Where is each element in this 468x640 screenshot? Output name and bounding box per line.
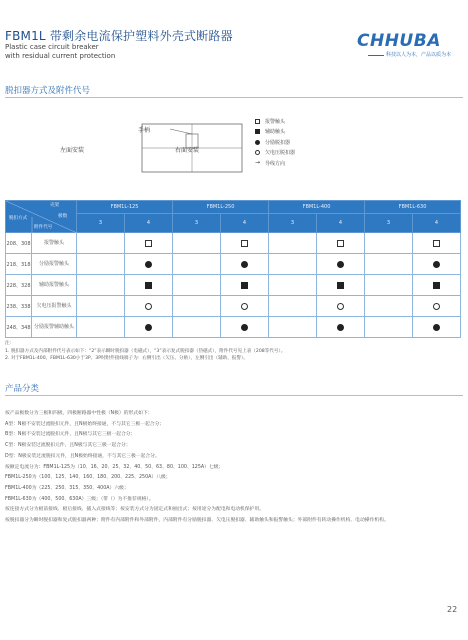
- corner-label-accessory-code: 附件代号: [34, 225, 53, 230]
- table-row: [6, 233, 461, 254]
- dot-filled-icon: [253, 140, 262, 145]
- slogan-rule: [368, 55, 384, 56]
- availability-cell: [269, 233, 317, 254]
- table-row: [6, 275, 461, 296]
- square-outline-icon: [337, 240, 344, 247]
- page-header: [0, 0, 468, 72]
- section-divider: [5, 97, 463, 98]
- frame-header: FBM1L-630: [365, 201, 461, 214]
- dot-filled-icon: [337, 324, 344, 331]
- english-subtitle-line1: Plastic case circuit breaker: [5, 43, 99, 51]
- description-line: 按连接方式分为板前接线、板后接线、插入式接线等；按安装方式分为固定式和抽出式；按用途分为配电和电动机保护用。: [5, 507, 265, 513]
- availability-cell: [221, 233, 269, 254]
- availability-cell: [413, 296, 461, 317]
- availability-cell: [125, 275, 173, 296]
- poles-header: 3: [365, 214, 413, 233]
- square-outline-icon: [253, 119, 262, 124]
- availability-cell: [365, 296, 413, 317]
- availability-cell: [77, 275, 125, 296]
- accessory-name-cell: 分励报警辅助触头: [32, 317, 77, 338]
- availability-cell: [269, 296, 317, 317]
- accessory-code-cell: 248、348: [6, 317, 32, 338]
- legend-item-alarm-contact: 报警触头: [253, 116, 295, 127]
- availability-cell: [365, 254, 413, 275]
- availability-cell: [221, 275, 269, 296]
- accessory-name-cell: 欠电压报警触头: [32, 296, 77, 317]
- diagram-label-right-mount: 右面安装: [175, 147, 200, 154]
- corner-label-frame: 壳架: [50, 203, 60, 208]
- description-line: 按额定电流分为：FBM1L-125为（10、16、20、25、32、40、50、63、80、100、125A）七级；: [5, 464, 224, 470]
- description-line: FBM1L-250为（100、125、140、160、180、200、225、250A）八级；: [5, 475, 171, 481]
- availability-cell: [77, 254, 125, 275]
- svg-text:CHHUBA: CHHUBA: [357, 31, 441, 49]
- accessory-code-cell: 228、328: [6, 275, 32, 296]
- dot-filled-icon: [241, 261, 248, 268]
- accessory-code-cell: 218、318: [6, 254, 32, 275]
- note-heading: 注：: [5, 341, 15, 346]
- poles-header: 3: [77, 214, 125, 233]
- availability-cell: [221, 296, 269, 317]
- frame-header: FBM1L-400: [269, 201, 365, 214]
- table-row: [6, 254, 461, 275]
- dot-filled-icon: [433, 324, 440, 331]
- table-notes: [5, 340, 463, 363]
- availability-cell: [173, 275, 221, 296]
- legend-item-shunt-release: 分励脱扣器: [253, 137, 295, 148]
- availability-cell: [269, 275, 317, 296]
- note-line: 2. 对于FBM1L-400、FBM1L-630小于3P、3P时附件接线端子为：右侧引出（欠压、分励），左侧引出（辅助、报警）。: [5, 356, 248, 361]
- description-line: 按产品极数分为三极和四极，四极断路器中性极（N极）的形式如下：: [5, 411, 153, 416]
- square-filled-icon: [241, 282, 248, 289]
- dot-outline-icon: [433, 303, 440, 310]
- availability-cell: [413, 317, 461, 338]
- dot-filled-icon: [337, 261, 344, 268]
- description-line: 按脱扣器分为瞬时脱扣器和复式脱扣器两种；附件有内部附件和外部附件，内部附件有分励脱扣器、欠电压脱扣器、辅助触头和报警触头；外部附件有转动操作机构、电动操作机构。: [5, 518, 389, 524]
- section-title-classification: 产品分类: [5, 384, 40, 394]
- accessory-table-body: [6, 233, 461, 338]
- availability-cell: [77, 317, 125, 338]
- legend-item-undervoltage-release: 欠电压脱扣器: [253, 148, 295, 159]
- availability-cell: [317, 254, 365, 275]
- availability-cell: [221, 317, 269, 338]
- corner-label-poles: 极数: [58, 214, 68, 219]
- description-line: D型：N极安装过流脱扣元件，且N极始终接通，不与其它三极一起合分。: [5, 453, 160, 459]
- brand-logo: [357, 31, 453, 49]
- availability-cell: [317, 296, 365, 317]
- page-title: FBM1L 带剩余电流保护塑料外壳式断路器: [5, 29, 233, 43]
- square-filled-icon: [145, 282, 152, 289]
- availability-cell: [173, 296, 221, 317]
- availability-cell: [413, 233, 461, 254]
- description-line: FBM1L-630为（400、500、630A）三级；（带（）为不推荐规格）。: [5, 496, 154, 502]
- diagram-label-handle: 手柄: [138, 127, 151, 134]
- availability-cell: [365, 275, 413, 296]
- square-filled-icon: [253, 129, 262, 134]
- legend-item-auxiliary-contact: 辅助触头: [253, 127, 295, 138]
- symbol-legend: [253, 116, 295, 169]
- poles-header: 3: [269, 214, 317, 233]
- accessory-name-cell: 辅助报警触头: [32, 275, 77, 296]
- breaker-outline-drawing: [60, 112, 420, 178]
- description-line: B型：N极不安装过流脱扣元件，且N极与其它三极一起合分；: [5, 432, 136, 438]
- poles-header: 3: [173, 214, 221, 233]
- availability-cell: [77, 296, 125, 317]
- table-row: [6, 296, 461, 317]
- availability-cell: [317, 317, 365, 338]
- table-corner-header: [6, 201, 77, 233]
- classification-description: [5, 409, 463, 527]
- dot-filled-icon: [241, 324, 248, 331]
- dot-filled-icon: [145, 324, 152, 331]
- availability-cell: [125, 317, 173, 338]
- square-outline-icon: [145, 240, 152, 247]
- availability-cell: [173, 317, 221, 338]
- availability-cell: [365, 317, 413, 338]
- poles-header: 4: [317, 214, 365, 233]
- section-divider: [5, 395, 463, 396]
- availability-cell: [317, 275, 365, 296]
- availability-cell: [125, 254, 173, 275]
- accessory-name-cell: 分励报警触头: [32, 254, 77, 275]
- frame-header: FBM1L-125: [77, 201, 173, 214]
- poles-header: 4: [413, 214, 461, 233]
- diagram-label-left-mount: 左面安装: [60, 147, 85, 154]
- accessory-code-table: [5, 200, 461, 338]
- availability-cell: [413, 254, 461, 275]
- accessory-name-cell: 报警触头: [32, 233, 77, 254]
- availability-cell: [173, 254, 221, 275]
- availability-cell: [413, 275, 461, 296]
- dot-filled-icon: [433, 261, 440, 268]
- availability-cell: [269, 254, 317, 275]
- dot-outline-icon: [145, 303, 152, 310]
- availability-cell: [125, 233, 173, 254]
- dot-outline-icon: [253, 150, 262, 155]
- availability-cell: [125, 296, 173, 317]
- frame-header: FBM1L-250: [173, 201, 269, 214]
- note-line: 1. 脱扣器方式及内部附件代号表示如下：“2”表示瞬时脱扣器（电磁式），“3”表示复式脱扣器（热磁式），附件代号见上表（208等代号）。: [5, 348, 286, 354]
- availability-cell: [269, 317, 317, 338]
- arrow-right-icon: →: [254, 159, 261, 167]
- legend-item-wire-direction: → 导线方向: [254, 159, 286, 167]
- square-outline-icon: [433, 240, 440, 247]
- availability-cell: [173, 233, 221, 254]
- dot-outline-icon: [241, 303, 248, 310]
- availability-cell: [317, 233, 365, 254]
- dot-filled-icon: [145, 261, 152, 268]
- breaker-accessory-diagram: [60, 112, 420, 178]
- accessory-code-cell: 208、308: [6, 233, 32, 254]
- table-row: [6, 317, 461, 338]
- availability-cell: [221, 254, 269, 275]
- page-number: 22: [447, 605, 458, 614]
- description-line: FBM1L-400为（225、250、315、350、400A）六级；: [5, 485, 129, 491]
- accessory-code-cell: 238、338: [6, 296, 32, 317]
- brand-slogan: 科技以人为本，产品以质为本: [386, 52, 452, 58]
- availability-cell: [77, 233, 125, 254]
- availability-cell: [365, 233, 413, 254]
- description-line: A型：N极不安装过流脱扣元件，且N极始终接通，不与其它三极一起合分；: [5, 421, 165, 427]
- corner-label-trip-mode: 脱扣方式: [8, 216, 28, 221]
- poles-header: 4: [221, 214, 269, 233]
- section-title-trip-modes: 脱扣器方式及附件代号: [5, 86, 91, 96]
- english-subtitle-line2: with residual current protection: [5, 52, 116, 60]
- square-filled-icon: [433, 282, 440, 289]
- square-filled-icon: [337, 282, 344, 289]
- dot-outline-icon: [337, 303, 344, 310]
- description-line: C型：N极安装过流脱扣元件，且N极与其它三极一起合分；: [5, 443, 131, 449]
- poles-header: 4: [125, 214, 173, 233]
- square-outline-icon: [241, 240, 248, 247]
